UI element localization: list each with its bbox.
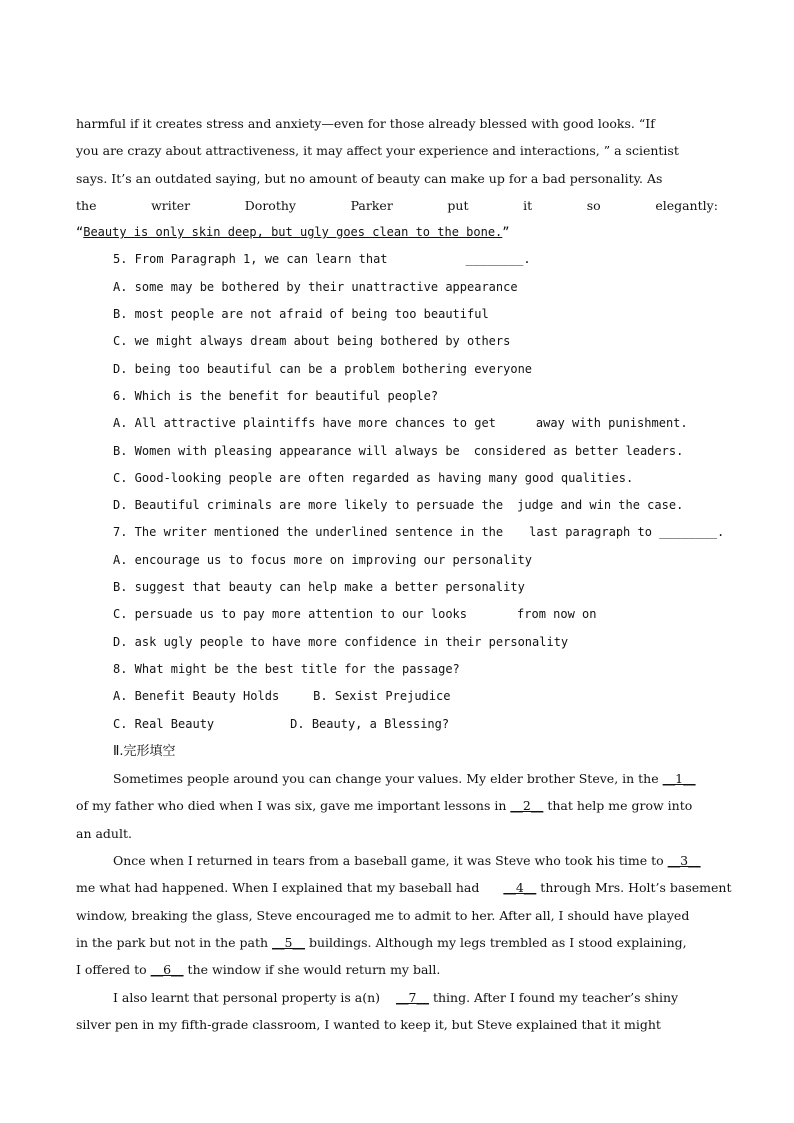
option	[76, 274, 718, 301]
option-text: considered as better leaders.	[473, 443, 684, 458]
word: put	[447, 197, 469, 213]
section-heading	[76, 738, 718, 765]
option-text: C. persuade us to pay more attention to our looks	[113, 607, 468, 622]
heading-text: Ⅱ.完形填空	[113, 743, 176, 759]
question-text: 7. The writer mentioned the underlined sentence in the	[113, 525, 504, 540]
text: Once when I returned in tears from a baseball game, it was Steve who took his time to	[113, 853, 664, 869]
text: of my father who died when I was six, gave me important lessons in	[76, 798, 507, 814]
question-text: 8. What might be the best title for the passage?	[113, 661, 460, 676]
option-text: D. ask ugly people to have more confidence in their personality	[113, 634, 569, 649]
punct: .	[717, 525, 725, 540]
cloze-line	[76, 1011, 718, 1038]
document-page	[76, 110, 732, 1038]
option	[76, 574, 718, 601]
option-text: judge and win the case.	[517, 498, 684, 513]
option-text: D. Beauty, a Blessing?	[290, 716, 450, 731]
option-text: D. Beautiful criminals are more likely to persuade the	[113, 498, 504, 513]
answer-blank: ________	[465, 252, 524, 267]
text: buildings. Although my legs trembled as I stood explaining,	[308, 934, 687, 950]
option	[76, 356, 718, 383]
option	[76, 465, 718, 492]
option-text: B. Sexist Prejudice	[313, 689, 451, 704]
cloze-line	[76, 765, 718, 792]
text: the window if she would return my ball.	[187, 962, 441, 978]
option	[76, 328, 718, 355]
text: me what had happened. When I explained that my baseball had	[76, 880, 480, 896]
question-text: 5. From Paragraph 1, we can learn that	[113, 252, 388, 267]
word: Parker	[350, 197, 393, 213]
word: elegantly:	[655, 197, 718, 213]
question-text: last paragraph to	[529, 525, 652, 540]
cloze-blank-7: __7__	[396, 989, 429, 1005]
option-text: B. most people are not afraid of being too beautiful	[113, 307, 489, 322]
cloze-line	[76, 902, 718, 929]
text: an adult.	[76, 825, 132, 841]
cloze-line	[76, 820, 718, 847]
text: I also learnt that personal property is a(n)	[113, 989, 381, 1005]
text: silver pen in my fifth-grade classroom, I wanted to keep it, but Steve explained that it might	[76, 1016, 661, 1032]
option	[76, 601, 718, 628]
option-text: B. suggest that beauty can help make a better personality	[113, 580, 525, 595]
option	[76, 492, 718, 519]
question-8-stem	[76, 656, 718, 683]
option-text: C. we might always dream about being bothered by others	[113, 334, 511, 349]
cloze-line	[76, 984, 718, 1011]
cloze-line	[76, 929, 718, 956]
option-text: D. being too beautiful can be a problem bothering everyone	[113, 361, 533, 376]
cloze-line	[76, 956, 718, 983]
word: the	[76, 197, 97, 213]
underlined-quote	[76, 219, 718, 246]
cloze-blank-6: __6__	[150, 962, 184, 978]
word: Dorothy	[244, 197, 296, 213]
option-row	[76, 711, 718, 738]
answer-blank: ________	[659, 525, 717, 540]
punct: .	[523, 252, 531, 267]
cloze-line	[76, 792, 718, 819]
option-text: A. Benefit Beauty Holds	[113, 689, 280, 704]
cloze-blank-4: __4__	[503, 880, 537, 896]
option	[76, 410, 718, 437]
text: through Mrs. Holt’s basement	[540, 880, 732, 896]
option-text: C. Good-looking people are often regarded as having many good qualities.	[113, 470, 634, 485]
quote-text: Beauty is only skin deep, but ugly goes clean to the bone.	[83, 225, 503, 240]
option-text: A. All attractive plaintiffs have more chances to get	[113, 416, 496, 431]
quote-mark: ”	[502, 225, 510, 240]
text: in the park but not in the path	[76, 934, 269, 950]
text: thing. After I found my teacher’s shiny	[432, 989, 679, 1005]
quote-mark: “	[76, 225, 84, 240]
option	[76, 547, 718, 574]
cloze-blank-5: __5__	[272, 934, 305, 950]
text: harmful if it creates stress and anxiety—even for those already blessed with good looks. “If	[76, 116, 655, 131]
cloze-blank-3: __3__	[667, 853, 701, 869]
question-6-stem	[76, 383, 718, 410]
cloze-blank-1: __1__	[662, 771, 696, 787]
word: so	[586, 197, 601, 213]
option-text: B. Women with pleasing appearance will always be	[113, 443, 460, 458]
option	[76, 438, 718, 465]
option-text: from now on	[517, 607, 597, 622]
passage-line-justified	[76, 192, 718, 219]
cloze-blank-2: __2__	[510, 798, 544, 814]
option	[76, 629, 718, 656]
option-text: A. some may be bothered by their unattractive appearance	[113, 279, 518, 294]
passage-line	[76, 110, 718, 137]
cloze-line	[76, 847, 718, 874]
question-text: 6. Which is the benefit for beautiful people?	[113, 388, 439, 403]
word: writer	[151, 197, 191, 213]
text: that help me grow into	[547, 798, 693, 814]
text: window, breaking the glass, Steve encouraged me to admit to her. After all, I should have played	[76, 907, 690, 923]
word: it	[523, 197, 533, 213]
text: says. It’s an outdated saying, but no amount of beauty can make up for a bad personality. As	[76, 170, 663, 186]
text: I offered to	[76, 962, 147, 978]
option-text: C. Real Beauty	[113, 716, 215, 731]
question-5-stem	[76, 246, 718, 273]
text: Sometimes people around you can change your values. My elder brother Steve, in the	[113, 771, 659, 787]
cloze-line	[76, 874, 732, 901]
option-text: A. encourage us to focus more on improving our personality	[113, 552, 533, 567]
question-7-stem	[76, 519, 725, 546]
passage-line	[76, 165, 718, 192]
option	[76, 301, 718, 328]
option-row	[76, 683, 718, 710]
text: you are crazy about attractiveness, it may affect your experience and interactions, ” a scientist	[76, 143, 679, 159]
option-text: away with punishment.	[535, 416, 688, 431]
passage-line	[76, 137, 718, 164]
